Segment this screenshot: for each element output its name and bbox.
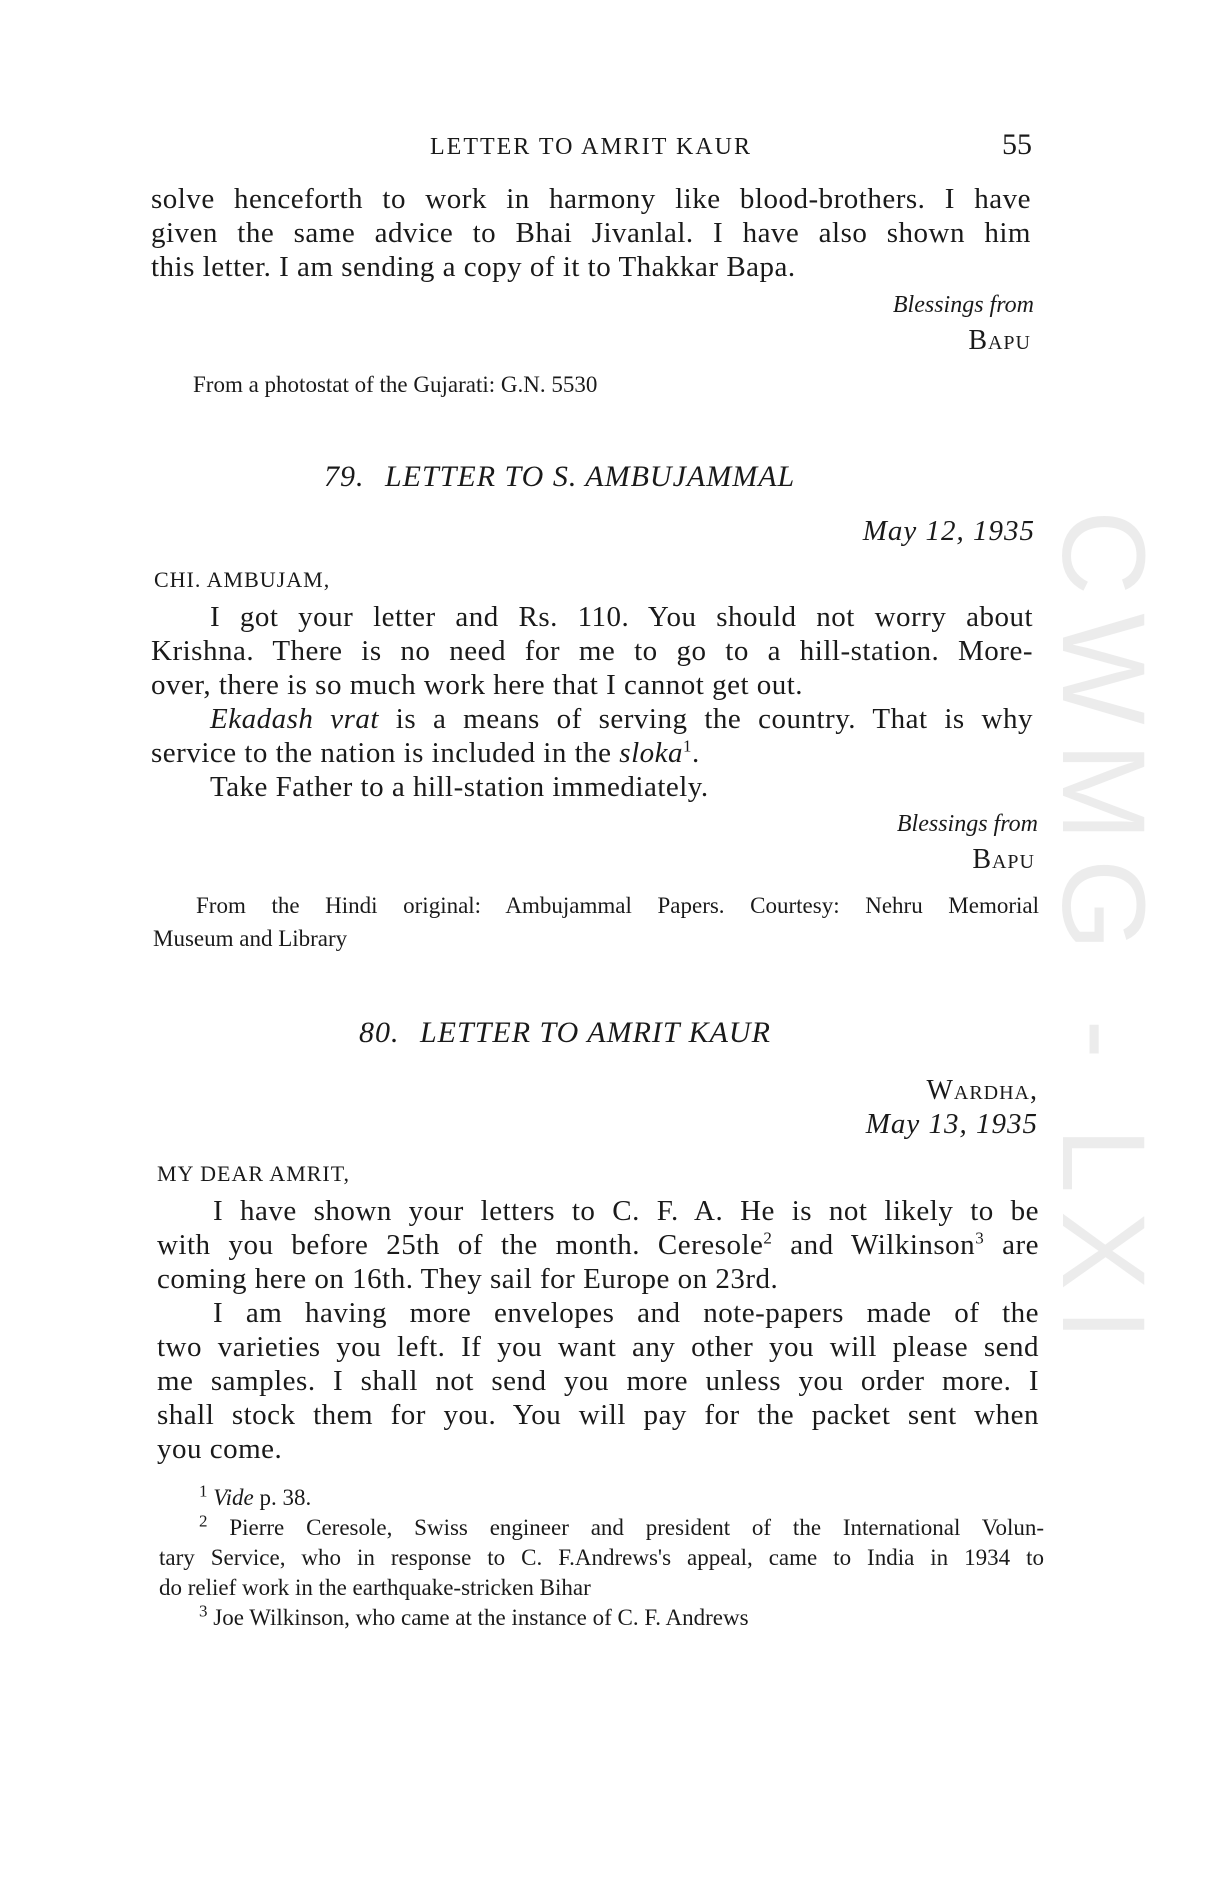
letter79-source-line-1: From the Hindi original: Ambujammal Papers. Courtesy: Nehru Memorial [196,893,1039,918]
prev-letter-line-2: given the same advice to Bhai Jivanlal. I have also shown him [151,217,1031,249]
footnote-ref-1: 1 [683,736,692,756]
letter80-line-3: coming here on 16th. They sail for Europe on 23rd. [157,1263,779,1295]
letter79-line-4-rest: is a means of serving the country. That is why [378,703,1033,735]
letter79-number: 79. [324,460,365,493]
watermark: CWMG - LXI [1037,510,1169,1359]
letter79-line-5 [151,737,700,770]
letter80-line-2-end: are [984,1229,1039,1261]
letter79-line-4 [210,703,1033,736]
footnote-2-line-3: do relief work in the earthquake-stricken Bihar [159,1575,591,1600]
letter79-title: LETTER TO S. AMBUJAMMAL [385,460,796,493]
footnote-2-line-2: tary Service, who in response to C. F.Andrews's appeal, came to India in 1934 to [159,1545,1044,1570]
letter80-number: 80. [359,1016,400,1049]
letter80-date: May 13, 1935 [865,1108,1038,1140]
letter79-line-6: Take Father to a hill-station immediately. [210,771,709,803]
letter80-line-8: you come. [157,1433,283,1465]
letter79-ekadash-vrat: Ekadash vrat [210,703,379,735]
letter80-salutation: MY DEAR AMRIT, [157,1161,351,1186]
running-title: LETTER TO AMRIT KAUR [430,134,753,160]
letter80-line-2-start: with you before 25th of the month. Ceresole [157,1229,764,1261]
letter80-line-2-mid: and Wilkinson [772,1229,976,1261]
footnote-2-line-1 [199,1511,1044,1541]
letter79-heading [324,460,795,494]
footnote-3-number: 3 [199,1601,208,1621]
letter79-closing: Blessings from [896,811,1038,837]
letter80-line-5: two varieties you left. If you want any other you will please send [157,1331,1039,1363]
prev-letter-closing: Blessings from [892,292,1034,318]
footnote-2-number: 2 [199,1511,208,1531]
letter79-line-5-end: . [692,737,700,769]
letter80-line-7: shall stock them for you. You will pay for the packet sent when [157,1399,1039,1431]
letter79-line-1: I got your letter and Rs. 110. You should not worry about [210,601,1033,633]
letter80-line-2 [157,1229,1039,1262]
letter80-line-4: I am having more envelopes and note-papers made of the [213,1297,1039,1329]
page-number: 55 [1002,128,1032,161]
letter79-salutation: CHI. AMBUJAM, [154,567,331,592]
footnote-1-number: 1 [199,1481,208,1501]
letter80-title: LETTER TO AMRIT KAUR [420,1016,771,1049]
footnote-1 [199,1481,312,1511]
letter80-line-6: me samples. I shall not send you more unless you order more. I [157,1365,1039,1397]
footnote-3-text: Joe Wilkinson, who came at the instance of C. F. Andrews [213,1605,749,1630]
footnote-1-vide: Vide [213,1485,254,1510]
letter80-line-1: I have shown your letters to C. F. A. He is not likely to be [213,1195,1039,1227]
letter79-line-2: Krishna. There is no need for me to go to a hill-station. More- [151,635,1033,667]
prev-letter-source: From a photostat of the Gujarati: G.N. 5530 [193,372,598,397]
footnote-1-text: p. 38. [253,1485,312,1510]
letter79-sloka: sloka [619,737,683,769]
letter79-signature: Bapu [972,844,1035,875]
letter80-heading [359,1016,771,1050]
footnote-3 [199,1601,749,1631]
letter79-line-5-start: service to the nation is included in the [151,737,620,769]
letter79-date: May 12, 1935 [862,515,1035,547]
prev-letter-line-1: solve henceforth to work in harmony like blood-brothers. I have [151,183,1031,215]
footnote-ref-3: 3 [975,1228,985,1248]
prev-letter-line-3: this letter. I am sending a copy of it to Thakkar Bapa. [151,251,796,283]
footnote-ref-2: 2 [763,1228,773,1248]
letter79-source-line-2: Museum and Library [153,926,348,951]
letter79-line-3: over, there is so much work here that I cannot get out. [151,669,804,701]
prev-letter-signature: Bapu [968,325,1031,356]
footnote-2-text-1: Pierre Ceresole, Swiss engineer and president of the International Volun- [229,1515,1044,1540]
letter80-place: Wardha, [926,1075,1038,1106]
